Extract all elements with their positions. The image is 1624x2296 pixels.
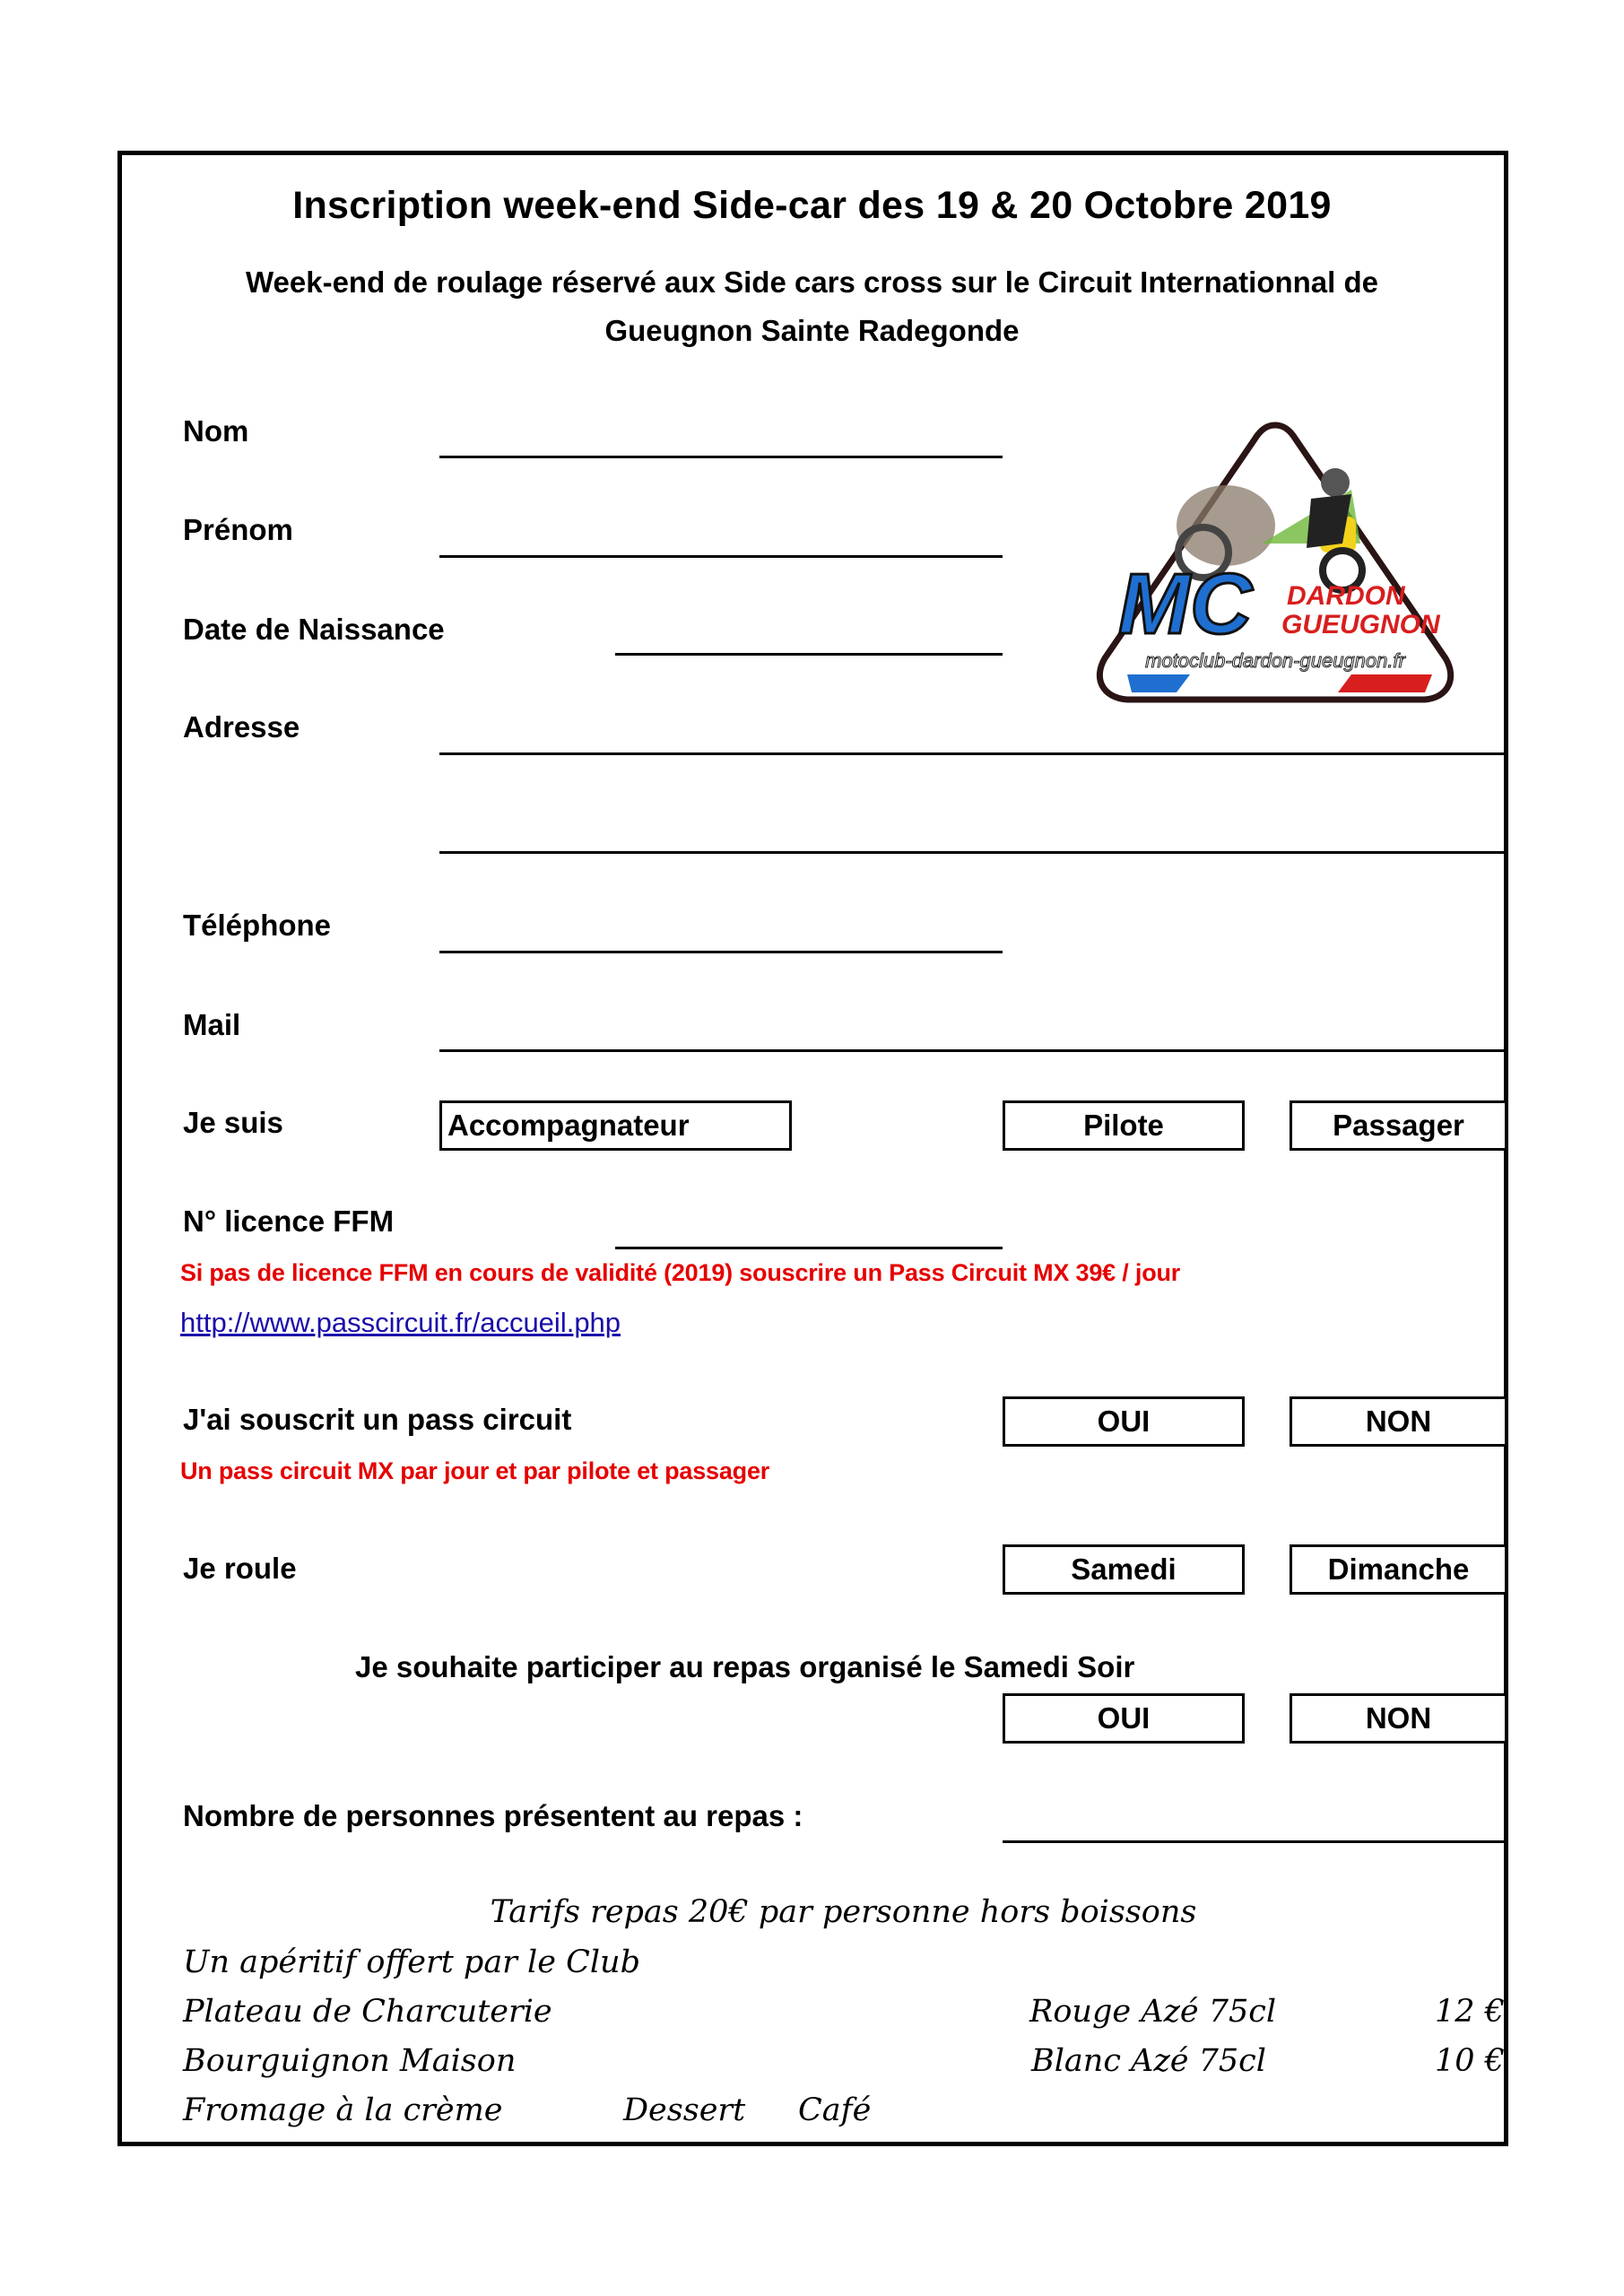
prenom-input[interactable] — [439, 555, 1003, 558]
drink-price: 10 € — [1435, 2043, 1505, 2079]
drink-price: 12 € — [1435, 1994, 1505, 2030]
adresse-input-line-1[interactable] — [439, 752, 1505, 755]
label-licence: N° licence FFM — [183, 1205, 395, 1238]
menu-cafe: Café — [798, 2092, 872, 2128]
menu-tarif: Tarifs repas 20€ par personne hors boissons — [490, 1894, 1197, 1930]
subtitle-line-1: Week-end de roulage réservé aux Side cars cross sur le Circuit Internationnal de — [245, 265, 1379, 299]
label-nom: Nom — [183, 414, 249, 448]
page-title: Inscription week-end Side-car des 19 & 20 Octobre 2019 — [292, 184, 1332, 227]
label-je-suis: Je suis — [183, 1106, 283, 1139]
menu-fromage: Fromage à la crème — [183, 2092, 503, 2128]
pass-oui-option[interactable]: OUI — [1003, 1396, 1245, 1447]
option-dimanche[interactable]: Dimanche — [1290, 1544, 1505, 1595]
flag-red-stripe — [1338, 674, 1432, 692]
menu-dessert: Dessert — [623, 2092, 746, 2128]
label-pass-circuit: J'ai souscrit un pass circuit — [183, 1403, 572, 1436]
licence-warning: Si pas de licence FFM en cours de validité (2019) souscrire un Pass Circuit MX 39€ / jour — [180, 1259, 1181, 1286]
logo-initials: MC — [1118, 556, 1253, 652]
subtitle-line-2: Gueugnon Sainte Radegonde — [604, 314, 1020, 347]
label-mail: Mail — [183, 1008, 241, 1041]
repas-non-option[interactable]: NON — [1290, 1693, 1505, 1744]
menu-aperitif: Un apéritif offert par le Club — [183, 1944, 640, 1980]
logo-name-1: DARDON — [1287, 581, 1405, 611]
passcircuit-link[interactable]: http://www.passcircuit.fr/accueil.php — [180, 1307, 621, 1338]
menu-plat-2: Bourguignon Maison — [183, 2043, 517, 2079]
club-logo — [1091, 418, 1459, 705]
nombre-personnes-input[interactable] — [1003, 1840, 1505, 1843]
nom-input[interactable] — [439, 456, 1003, 458]
option-accompagnateur[interactable]: Accompagnateur — [439, 1100, 792, 1151]
label-telephone: Téléphone — [183, 909, 332, 942]
label-date-naissance: Date de Naissance — [183, 613, 445, 646]
pass-circuit-note: Un pass circuit MX par jour et par pilote et passager — [180, 1457, 770, 1484]
option-passager[interactable]: Passager — [1290, 1100, 1505, 1151]
logo-name-2: GUEUGNON — [1281, 610, 1440, 639]
label-prenom: Prénom — [183, 513, 293, 546]
logo-website: motoclub-dardon-gueugnon.fr — [1145, 649, 1405, 672]
licence-input[interactable] — [615, 1247, 1003, 1249]
mail-input[interactable] — [439, 1049, 1505, 1052]
option-samedi[interactable]: Samedi — [1003, 1544, 1245, 1595]
menu-plat-1: Plateau de Charcuterie — [183, 1994, 552, 2030]
label-repas: Je souhaite participer au repas organisé le Samedi Soir — [355, 1650, 1135, 1683]
drink-name: Rouge Azé 75cl — [1029, 1994, 1277, 2030]
option-pilote[interactable]: Pilote — [1003, 1100, 1245, 1151]
telephone-input[interactable] — [439, 951, 1003, 953]
label-adresse: Adresse — [183, 710, 300, 744]
repas-oui-option[interactable]: OUI — [1003, 1693, 1245, 1744]
pass-non-option[interactable]: NON — [1290, 1396, 1505, 1447]
date-naissance-input[interactable] — [615, 653, 1003, 656]
label-nombre-personnes: Nombre de personnes présentent au repas : — [183, 1799, 803, 1832]
adresse-input-line-2[interactable] — [439, 851, 1505, 854]
label-je-roule: Je roule — [183, 1552, 297, 1585]
drink-name: Blanc Azé 75cl — [1031, 2043, 1266, 2079]
